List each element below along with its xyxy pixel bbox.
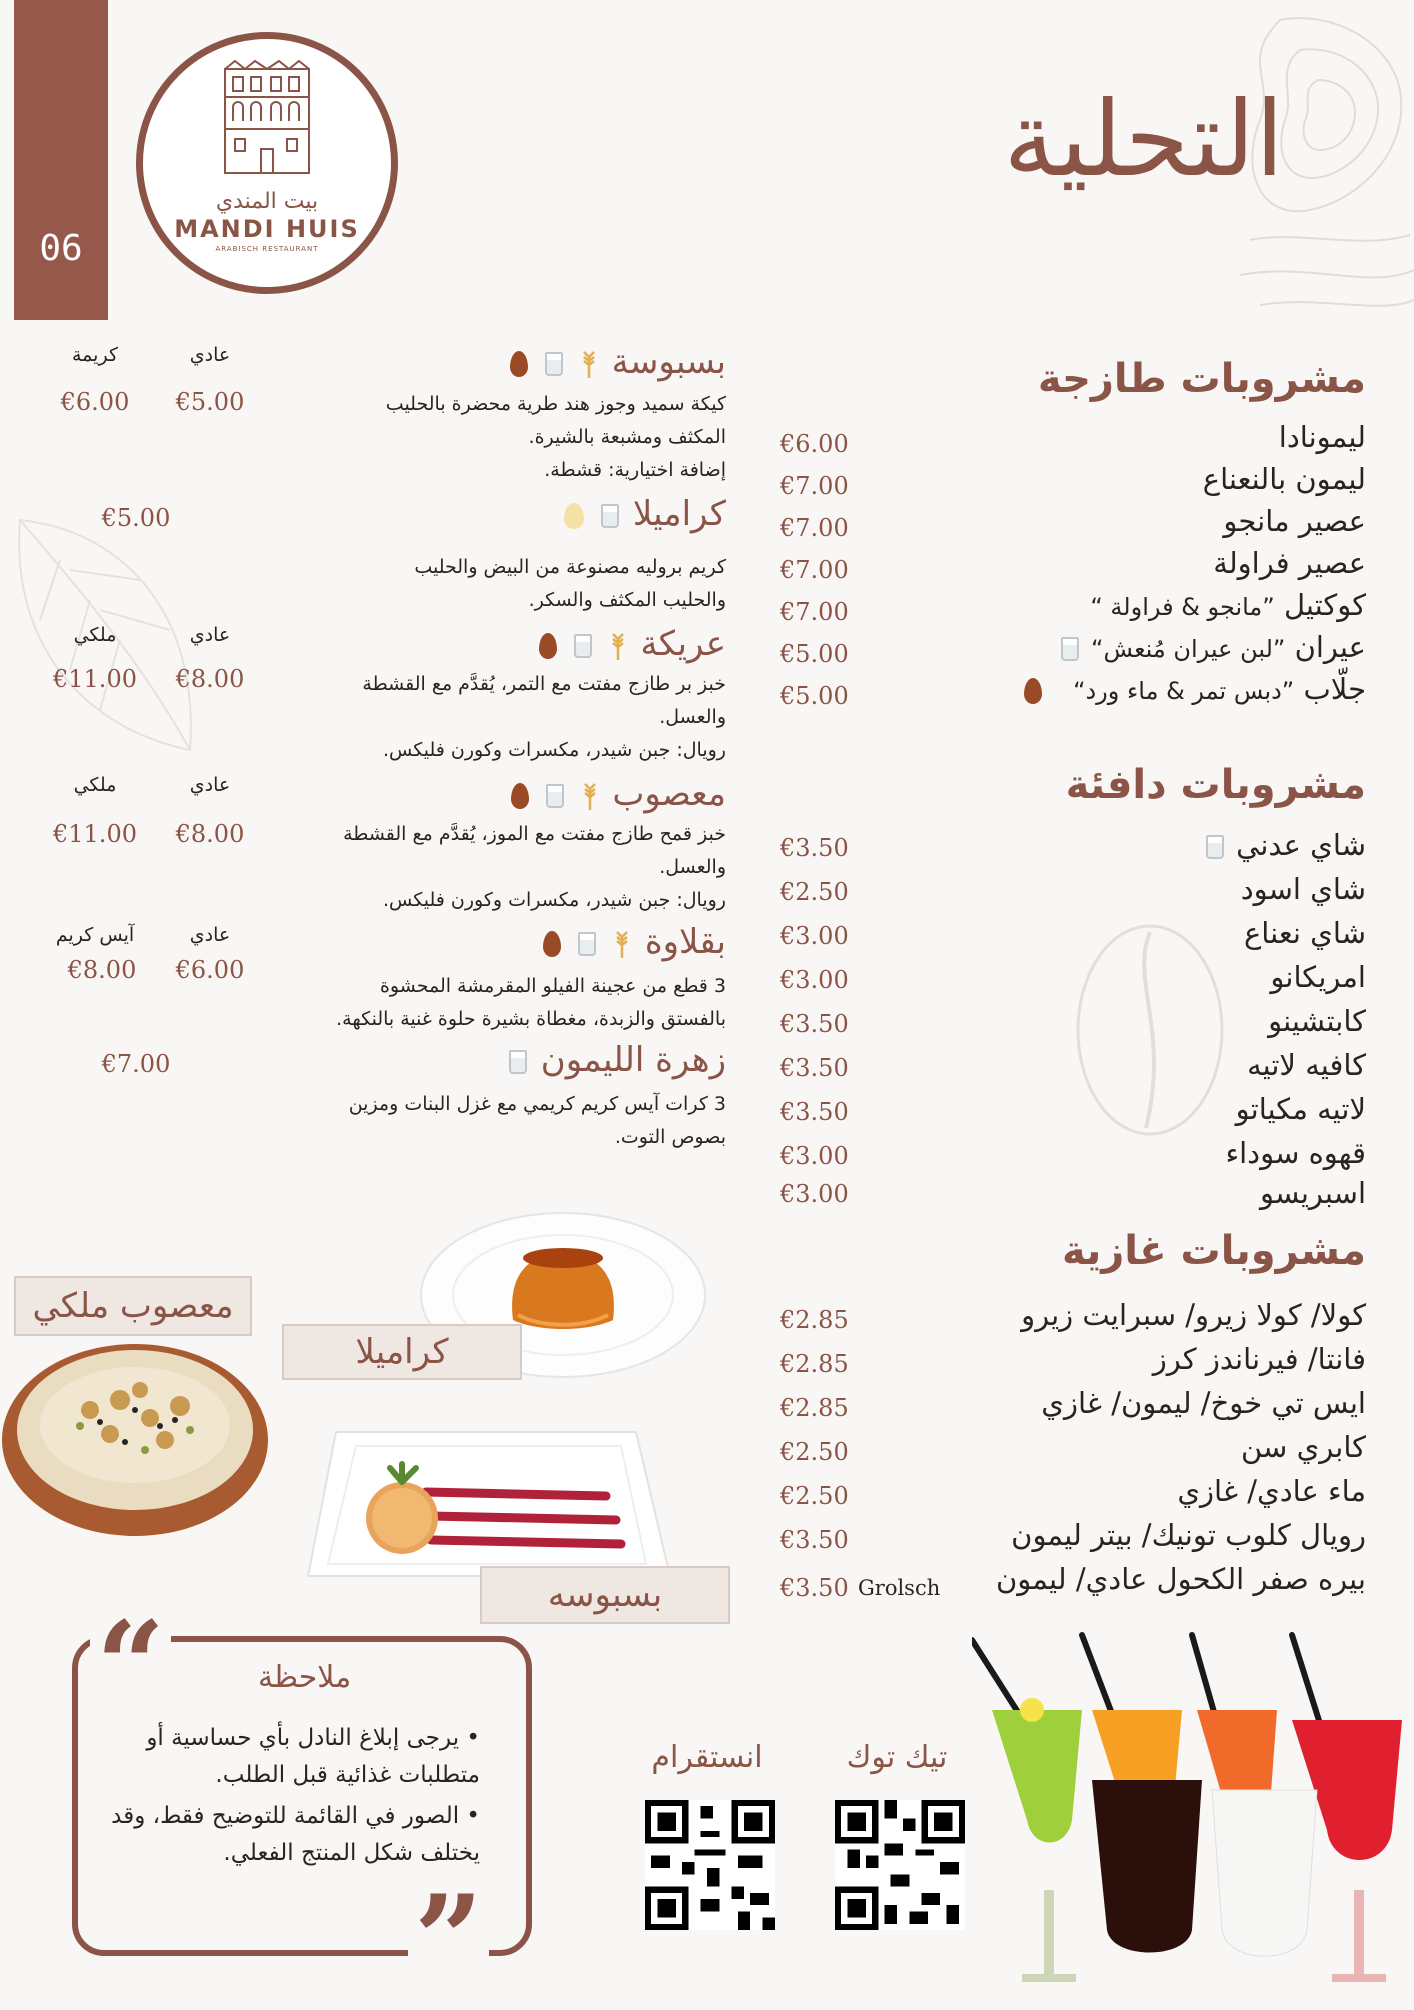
dessert-price: €8.00	[175, 665, 245, 693]
note-item: • الصور في القائمة للتوضيح فقط، وقد يختلف شكل المنتج الفعلي.	[111, 1803, 480, 1866]
description-line: رويال: جبن شيدر، مكسرات وكورن فليكس.	[382, 889, 726, 911]
description-line: بالفستق والزبدة، مغطاة بشيرة حلوة غنية بالنكهة.	[336, 1008, 726, 1030]
hot-drink-row	[1203, 828, 1366, 862]
dessert-price: €5.00	[175, 388, 245, 416]
hot-drink-price: €3.50	[780, 834, 849, 862]
hot-drink-name: امريكانو	[1270, 960, 1366, 994]
page-accent-bar	[14, 0, 108, 320]
hot-drink-price: €3.50	[780, 1098, 849, 1126]
description-line: 3 قطع من عجينة الفيلو المقرمشة المحشوة	[379, 975, 726, 997]
wheat-icon	[580, 349, 598, 379]
restaurant-logo	[136, 32, 398, 294]
description-line: رويال: جبن شيدر، مكسرات وكورن فليكس.	[382, 739, 726, 761]
fresh-drink-price: €5.00	[780, 640, 849, 668]
hot-drink-name: شاي اسود	[1240, 872, 1366, 906]
dessert-name: بقلاوة	[644, 922, 726, 962]
milk-icon	[1206, 835, 1224, 859]
fresh-drink-price: €7.00	[780, 514, 849, 542]
fresh-drink-name: عيران	[1294, 630, 1366, 664]
note-list	[110, 1720, 480, 1872]
hot-drink-name: لاتيه مكياتو	[1235, 1092, 1366, 1126]
soft-drink-name: كابري سن	[1240, 1430, 1366, 1464]
dessert-description	[256, 1088, 726, 1154]
hot-drink-name: اسبريسو	[1259, 1176, 1366, 1210]
dessert-description	[256, 388, 726, 487]
dessert-areeka-row	[536, 624, 726, 664]
hot-drink-price: €3.50	[780, 1054, 849, 1082]
photo-label-caramela: كراميلا	[282, 1324, 522, 1380]
almond-icon	[539, 633, 557, 659]
dessert-name: عريكة	[640, 624, 726, 664]
hot-drink-price: €3.00	[780, 922, 849, 950]
dessert-description	[256, 818, 726, 917]
almond-icon	[543, 931, 561, 957]
dessert-description	[256, 970, 726, 1036]
almond-icon	[1024, 678, 1042, 704]
hot-drinks-title: مشروبات دافئة	[1065, 762, 1366, 808]
milk-icon	[546, 784, 564, 808]
fresh-drink-name: جلّاب	[1303, 672, 1366, 706]
dessert-price: €8.00	[175, 820, 245, 848]
masoub-photo	[0, 1330, 270, 1540]
hot-drink-price: €3.00	[780, 1180, 849, 1208]
hot-drink-name: كابتشينو	[1268, 1004, 1366, 1038]
description-line: المكثف ومشبعة بالشيرة.	[528, 426, 726, 448]
dessert-baklava-row	[540, 922, 726, 962]
fresh-drink-name: ليمون بالنعناع	[1202, 462, 1366, 496]
juices-photo	[972, 1630, 1414, 2000]
hot-drink-price: €3.00	[780, 1142, 849, 1170]
price-column-label: عادي	[189, 344, 231, 366]
fresh-drink-price: €5.00	[780, 682, 849, 710]
price-column-label: عادي	[189, 924, 231, 946]
soft-drink-price: €2.50	[780, 1438, 849, 1466]
hot-drink-name: قهوه سوداء	[1225, 1136, 1366, 1170]
tiktok-label: تيك توك	[846, 1740, 948, 1775]
description-line: والعسل.	[659, 706, 726, 728]
wheat-icon	[609, 631, 627, 661]
dessert-description	[256, 551, 726, 617]
price-column-label: ملكي	[73, 774, 117, 796]
soft-drink-name: فانتا/ فيرناندز كرز	[1152, 1342, 1366, 1376]
soft-drink-name: بيره صفر الكحول عادي/ ليمون	[995, 1562, 1366, 1596]
fresh-drink-subtitle: ”دبس تمر & ماء ورد“	[1073, 677, 1295, 705]
hot-drink-price: €2.50	[780, 878, 849, 906]
fresh-drink-price: €7.00	[780, 472, 849, 500]
photo-label-basbousa: بسبوسه	[480, 1566, 730, 1624]
price-column-label: عادي	[189, 624, 231, 646]
soft-drink-name: ماء عادي/ غازي	[1177, 1474, 1366, 1508]
almond-icon	[511, 783, 529, 809]
logo-english-name: MANDI HUIS	[174, 215, 360, 243]
dessert-price: €5.00	[101, 504, 171, 532]
dessert-price: €8.00	[67, 956, 137, 984]
price-column-label: عادي	[189, 774, 231, 796]
price-column-label: ملكي	[73, 624, 117, 646]
fresh-drink-row	[1058, 630, 1366, 664]
milk-icon	[1061, 637, 1079, 661]
dessert-price: €6.00	[60, 388, 130, 416]
basbousa-photo	[306, 1426, 670, 1586]
photo-label-masoub: معصوب ملكي	[14, 1276, 252, 1336]
open-quote-icon: “	[90, 1606, 171, 1726]
milk-icon	[578, 932, 596, 956]
description-line: 3 كرات آيس كريم كريمي مع غزل البنات ومزين	[348, 1093, 726, 1115]
milk-icon	[545, 352, 563, 376]
soft-drink-name: رويال كلوب تونيك/ بيتر ليمون	[1011, 1518, 1366, 1552]
price-column-label: آيس كريم	[55, 924, 135, 946]
tiktok-qr-code[interactable]	[835, 1800, 965, 1930]
hot-drink-name: شاي نعناع	[1243, 916, 1366, 950]
beer-brand: Grolsch	[858, 1576, 941, 1600]
hot-drink-name: كافيه لاتيه	[1247, 1048, 1366, 1082]
fresh-drink-name: عصير فراولة	[1213, 546, 1366, 580]
soft-drink-name: ايس تي خوخ/ ليمون/ غازي	[1041, 1386, 1366, 1420]
fresh-drink-name: كوكتيل	[1283, 588, 1366, 622]
dessert-price: €7.00	[101, 1050, 171, 1078]
milk-icon	[509, 1050, 527, 1074]
note-item: • يرجى إبلاغ النادل بأي حساسية أو متطلبات غذائية قبل الطلب.	[146, 1725, 480, 1788]
fresh-drink-name: ليمونادا	[1278, 420, 1366, 454]
egg-icon	[564, 503, 584, 529]
fresh-drink-row	[1090, 588, 1366, 622]
almond-icon	[510, 351, 528, 377]
description-line: بصوص التوت.	[614, 1126, 726, 1148]
milk-icon	[574, 634, 592, 658]
wheat-icon	[613, 929, 631, 959]
logo-arabic-name: بيت المندي	[215, 189, 319, 214]
dessert-basbousa-row	[507, 342, 726, 382]
soft-drinks-title: مشروبات غازية	[1061, 1228, 1366, 1274]
price-column-label: كريمة	[72, 344, 118, 366]
description-line: كيكة سميد وجوز هند طرية محضرة بالحليب	[385, 393, 726, 415]
hot-drink-price: €3.00	[780, 966, 849, 994]
fresh-drink-subtitle: ”لبن عيران مُنعش“	[1091, 635, 1286, 663]
description-line: والعسل.	[659, 856, 726, 878]
dessert-price: €6.00	[175, 956, 245, 984]
dessert-description	[256, 668, 726, 767]
dessert-caramela-row	[561, 494, 726, 534]
soft-drink-price: €2.85	[780, 1306, 849, 1334]
soft-drink-price: €2.50	[780, 1482, 849, 1510]
page-title: التحلية	[1003, 78, 1284, 200]
dessert-lemon-blossom-row	[506, 1040, 726, 1080]
fresh-drink-row	[1021, 672, 1366, 706]
milk-icon	[601, 504, 619, 528]
description-line: إضافة اختيارية: قشطة.	[544, 459, 726, 481]
fresh-drink-price: €7.00	[780, 598, 849, 626]
soft-drink-price: €3.50	[780, 1574, 849, 1602]
fresh-drink-subtitle: ”مانجو & فراولة “	[1090, 593, 1275, 621]
description-line: كريم بروليه مصنوعة من البيض والحليب	[414, 556, 726, 578]
hot-drink-name: شاي عدني	[1236, 828, 1366, 862]
building-logo-icon	[221, 59, 313, 177]
note-item-text: الصور في القائمة للتوضيح فقط، وقد يختلف شكل المنتج الفعلي.	[111, 1803, 480, 1866]
note-item-text: يرجى إبلاغ النادل بأي حساسية أو متطلبات غذائية قبل الطلب.	[146, 1725, 480, 1788]
fresh-drink-name: عصير مانجو	[1223, 504, 1366, 538]
dessert-name: معصوب	[612, 774, 726, 814]
dessert-name: بسبوسة	[611, 342, 726, 382]
wheat-icon	[581, 781, 599, 811]
fresh-drink-price: €7.00	[780, 556, 849, 584]
dessert-name: زهرة الليمون	[540, 1040, 726, 1080]
logo-subtitle: ARABISCH RESTAURANT	[215, 245, 319, 253]
instagram-label: انستقرام	[651, 1740, 763, 1775]
dessert-name: كراميلا	[632, 494, 726, 534]
description-line: خبز بر طازج مفتت مع التمر، يُقدَّم مع القشطة	[362, 673, 726, 695]
soft-drink-price: €3.50	[780, 1526, 849, 1554]
instagram-qr-code[interactable]	[645, 1800, 775, 1930]
dessert-price: €11.00	[53, 820, 137, 848]
fresh-drinks-title: مشروبات طازجة	[1037, 356, 1366, 402]
description-line: خبز قمح طازج مفتت مع الموز، يُقدَّم مع القشطة	[343, 823, 726, 845]
close-quote-icon: ”	[408, 1880, 489, 2000]
dessert-price: €11.00	[53, 665, 137, 693]
page-number: 06	[39, 228, 83, 269]
soft-drink-name: كولا/ كولا زيرو/ سبرايت زيرو	[1021, 1298, 1366, 1332]
coffee-bean-decoration	[1070, 920, 1230, 1140]
soft-drink-price: €2.85	[780, 1350, 849, 1378]
soft-drink-price: €2.85	[780, 1394, 849, 1422]
dessert-masoub-row	[508, 774, 726, 814]
description-line: والحليب المكثف والسكر.	[528, 589, 726, 611]
note-title: ملاحظة	[258, 1660, 352, 1695]
fresh-drink-price: €6.00	[780, 430, 849, 458]
hot-drink-price: €3.50	[780, 1010, 849, 1038]
